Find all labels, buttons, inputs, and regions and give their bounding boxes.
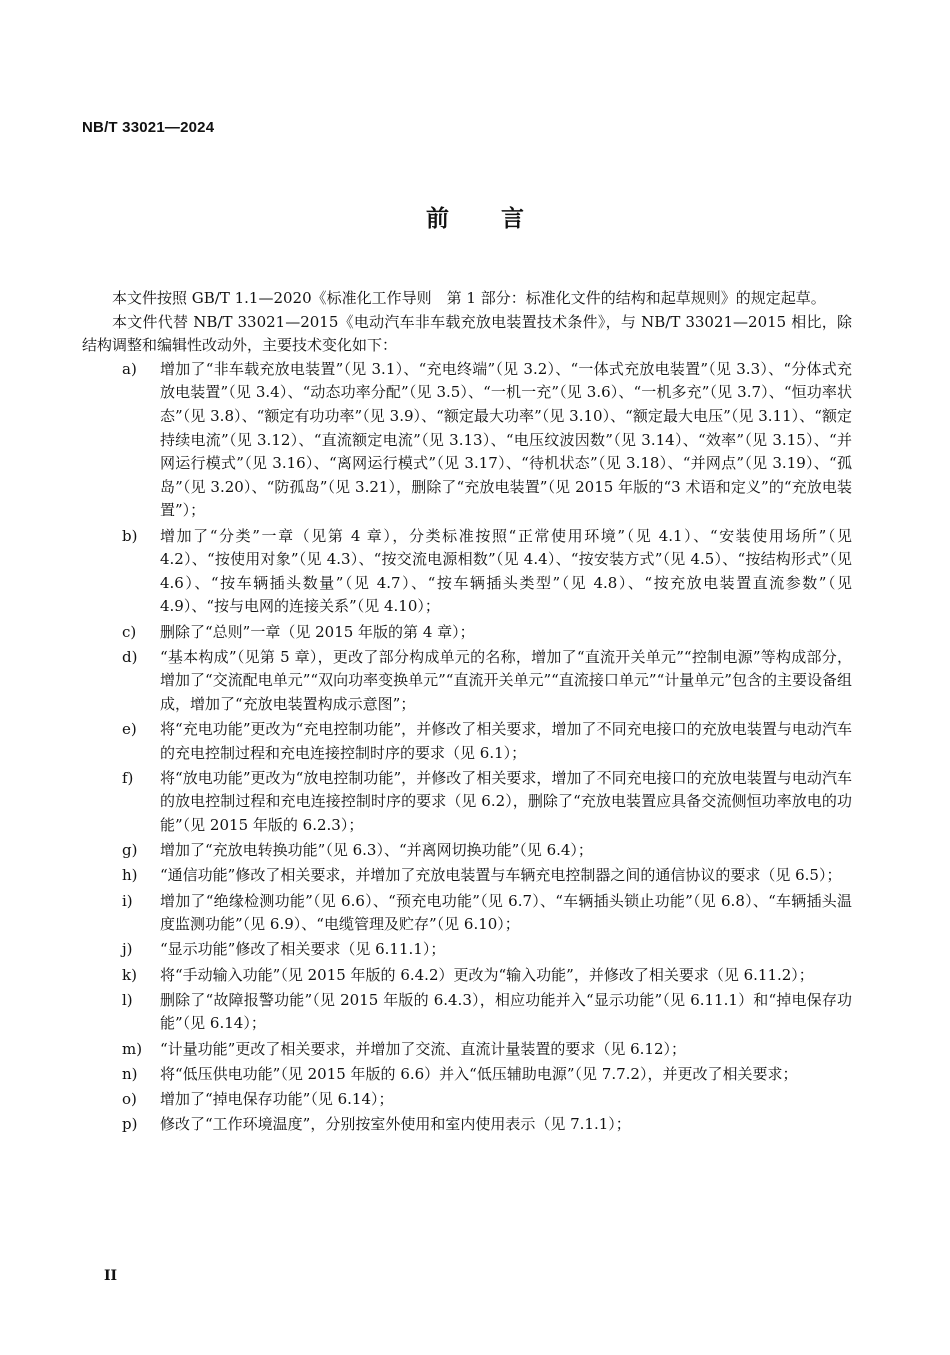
list-item-text: 增加了“掉电保存功能”（见 6.14）； xyxy=(160,1089,394,1108)
list-item-text: 将“放电功能”更改为“放电控制功能”，并修改了相关要求，增加了不同充电接口的充放电装置与电动汽车的放电控制过程和充电连接控制时序的要求（见 6.2），删除了“充放电装置应具备交流侧恒功率放电的功能”（见 2015 年版的 6.2.3）； xyxy=(160,768,852,835)
list-item xyxy=(82,1063,852,1087)
list-item xyxy=(82,839,852,863)
list-marker: d) xyxy=(122,647,138,666)
list-item xyxy=(82,525,852,619)
page-title: 前言 xyxy=(426,206,576,232)
list-marker: m) xyxy=(122,1039,143,1058)
list-item xyxy=(82,890,852,937)
list-item-text: “基本构成”（见第 5 章），更改了部分构成单元的名称，增加了“直流开关单元”“控制电源”等构成部分，增加了“交流配电单元”“双向功率变换单元”“直流开关单元”“直流接口单元”“计量单元”包含的主要设备组成，增加了“充放电装置构成示意图”； xyxy=(160,647,852,713)
changes-list xyxy=(82,358,852,1137)
list-marker: n) xyxy=(122,1064,138,1083)
list-item xyxy=(82,964,852,988)
list-marker: k) xyxy=(122,965,137,984)
list-item-text: 将“低压供电功能”（见 2015 年版的 6.6）并入“低压辅助电源”（见 7.7.2），并更改了相关要求； xyxy=(160,1064,798,1083)
list-item-text: 删除了“故障报警功能”（见 2015 年版的 6.4.3），相应功能并入“显示功能”（见 6.11.1）和“掉电保存功能”（见 6.14）； xyxy=(160,990,852,1033)
list-item-text: 增加了“分类”一章（见第 4 章），分类标准按照“正常使用环境”（见 4.1）、“安装使用场所”（见 4.2）、“按使用对象”（见 4.3）、“按交流电源相数”（见 4.4）、“按安装方式”（见 4.5）、“按结构形式”（见 4.6）、“按车辆插头数量”（见 4.7）、“按车辆插头类型”（见 4.8）、“按充放电装置直流参数”（见 4.9）、“按与电网的连接关系”（见 4.10）； xyxy=(160,526,852,616)
list-item xyxy=(82,1088,852,1112)
list-item xyxy=(82,938,852,962)
list-item-text: 增加了“绝缘检测功能”（见 6.6）、“预充电功能”（见 6.7）、“车辆插头锁止功能”（见 6.8）、“车辆插头温度监测功能”（见 6.9）、“电缆管理及贮存”（见 6.10）； xyxy=(160,891,852,934)
list-marker: i) xyxy=(122,891,133,910)
page-number: II xyxy=(104,1268,118,1284)
list-item xyxy=(82,767,852,838)
list-marker: a) xyxy=(122,359,137,378)
list-marker: c) xyxy=(122,622,137,641)
list-item-text: 将“充电功能”更改为“充电控制功能”，并修改了相关要求，增加了不同充电接口的充放电装置与电动汽车的充电控制过程和充电连接控制时序的要求（见 6.1）； xyxy=(160,720,852,762)
list-item-text: 删除了“总则”一章（见 2015 年版的第 4 章）； xyxy=(160,622,475,641)
preface-content xyxy=(82,287,852,1138)
list-item xyxy=(82,1038,852,1062)
list-marker: f) xyxy=(122,768,134,787)
list-item xyxy=(82,864,852,888)
list-item xyxy=(82,1113,852,1137)
list-marker: l) xyxy=(122,990,133,1009)
list-marker: p) xyxy=(122,1115,138,1134)
list-item xyxy=(82,358,852,523)
intro-paragraph-1: 本文件按照 GB/T 1.1—2020《标准化工作导则 第 1 部分：标准化文件的结构和起草规则》的规定起草。 xyxy=(112,289,826,307)
standard-code: NB/T 33021—2024 xyxy=(82,119,215,136)
list-marker: j) xyxy=(122,940,133,959)
list-marker: h) xyxy=(122,866,138,885)
list-item-text: 增加了“充放电转换功能”（见 6.3）、“并离网切换功能”（见 6.4）； xyxy=(160,841,593,860)
intro-paragraph-2: 本文件代替 NB/T 33021—2015《电动汽车非车载充放电装置技术条件》，与 NB/T 33021—2015 相比，除结构调整和编辑性改动外，主要技术变化如下： xyxy=(82,312,852,355)
list-marker: o) xyxy=(122,1089,137,1108)
list-marker: e) xyxy=(122,720,137,739)
list-marker: b) xyxy=(122,526,138,545)
list-item-text: 增加了“非车载充放电装置”（见 3.1）、“充电终端”（见 3.2）、“一体式充放电装置”（见 3.3）、“分体式充放电装置”（见 3.4）、“动态功率分配”（见 3.5）、“一机一充”（见 3.6）、“一机多充”（见 3.7）、“恒功率状态”（见 3.8）、“额定有功功率”（见 3.9）、“额定最大功率”（见 3.10）、“额定最大电压”（见 3.11）、“额定持续电流”（见 3.12）、“直流额定电流”（见 3.13）、“电压纹波因数”（见 3.14）、“效率”（见 3.15）、“并网运行模式”（见 3.16）、“离网运行模式”（见 3.17）、“待机状态”（见 3.18）、“并网点”（见 3.19）、“孤岛”（见 3.20）、“防孤岛”（见 3.21），删除了“充放电装置”（见 2015 年版的“3 术语和定义”的“充放电装置”）； xyxy=(160,359,852,520)
list-item xyxy=(82,989,852,1036)
list-item xyxy=(82,621,852,645)
list-item-text: “通信功能”修改了相关要求，并增加了充放电装置与车辆充电控制器之间的通信协议的要求（见 6.5）； xyxy=(160,866,842,885)
list-item xyxy=(82,718,852,765)
list-item-text: “显示功能”修改了相关要求（见 6.11.1）； xyxy=(160,940,446,959)
list-item-text: 将“手动输入功能”（见 2015 年版的 6.4.2）更改为“输入功能”，并修改了相关要求（见 6.11.2）； xyxy=(160,965,814,984)
list-marker: g) xyxy=(122,841,138,860)
list-item xyxy=(82,646,852,717)
list-item-text: 修改了“工作环境温度”，分别按室外使用和室内使用表示（见 7.1.1）； xyxy=(160,1115,631,1134)
list-item-text: “计量功能”更改了相关要求，并增加了交流、直流计量装置的要求（见 6.12）； xyxy=(160,1039,687,1058)
